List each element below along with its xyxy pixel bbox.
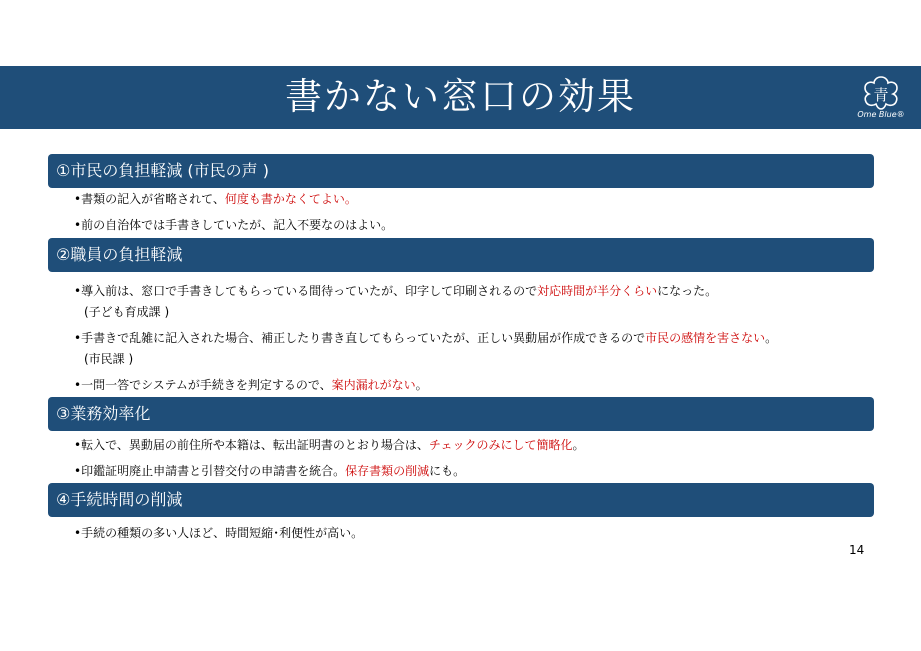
section-header-1: ①市民の負担軽減 (市民の声 ): [48, 154, 874, 188]
section-header-4: ④手続時間の削減: [48, 483, 874, 517]
section-header-3: ③業務効率化: [48, 397, 874, 431]
page-number: 14: [849, 543, 865, 557]
logo-glyph: 青: [873, 86, 889, 104]
page-title: 書かない窓口の効果: [285, 75, 636, 118]
bullet-item: •導入前は、窓口で手書きしてもらっている間待っていたが、印字して印刷されるので対応時間が半分くらいになった。: [74, 284, 718, 298]
bullet-item: •書類の記入が省略されて、何度も書かなくてよい。: [74, 192, 357, 206]
bullet-item: •印鑑証明廃止申請書と引替交付の申請書を統合。保存書類の削減にも。: [74, 464, 466, 478]
bullet-item: •一問一答でシステムが手続きを判定するので、案内漏れがない。: [74, 378, 428, 392]
title-bar: [0, 66, 921, 129]
bullet-item: •手続の種類の多い人ほど、時間短縮･利便性が高い。: [74, 526, 364, 540]
bullet-item: •前の自治体では手書きしていたが、記入不要なのはよい。: [74, 218, 394, 232]
bullet-item: •手書きで乱雑に記入された場合、補正したり書き直してもらっていたが、正しい異動届が作成できるので市民の感情を害さない。: [74, 331, 778, 345]
section-header-2: ②職員の負担軽減: [48, 238, 874, 272]
logo-flower-icon: [846, 74, 916, 110]
department-note: (子ども育成課 ): [84, 305, 170, 319]
department-note: (市民課 ): [84, 352, 134, 366]
logo-caption: Ome Blue®: [857, 110, 905, 119]
ome-blue-logo: [846, 74, 916, 124]
bullet-item: •転入で、異動届の前住所や本籍は、転出証明書のとおり場合は、チェックのみにして簡略化。: [74, 438, 585, 452]
